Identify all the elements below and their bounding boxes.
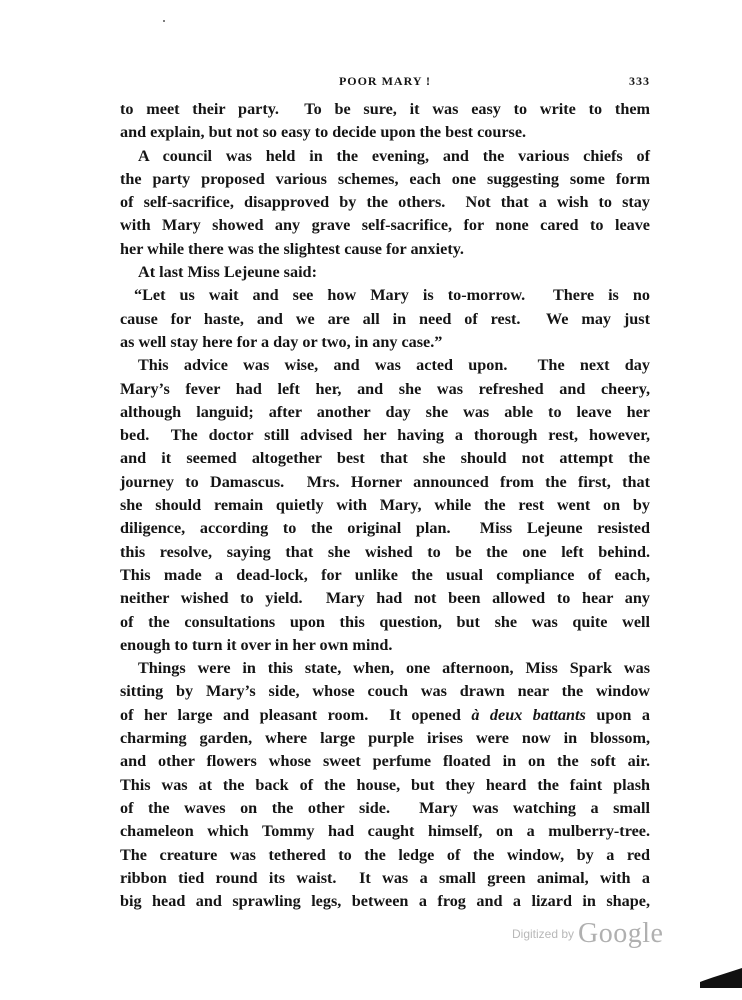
page-body	[120, 98, 650, 913]
text-line: Mary’s fever had left her, and she was refreshed and cheery,	[120, 379, 650, 398]
watermark-prefix: Digitized by	[512, 927, 575, 941]
text-line: to meet their party. To be sure, it was easy to write to them	[120, 100, 650, 118]
text-line: as well stay here for a day or two, in any case.”	[120, 332, 443, 351]
text-line: Things were in this state, when, one afternoon, Miss Spark was	[138, 659, 650, 678]
text-line: At last Miss Lejeune said:	[138, 263, 317, 282]
text-line: This made a dead-lock, for unlike the usual compliance of each,	[120, 565, 650, 584]
italic-phrase: à deux battants	[471, 705, 586, 724]
text-line: diligence, according to the original plan. Miss Lejeune resisted	[120, 519, 650, 538]
text-line: journey to Damascus. Mrs. Horner announced from the first, that	[120, 472, 650, 491]
text-line: big head and sprawling legs, between a frog and a lizard in shape,	[120, 892, 650, 911]
watermark-brand: Google	[578, 918, 664, 949]
text-line: of her large and pleasant room. It opened à deux battants upon a	[120, 705, 650, 724]
text-line: This advice was wise, and was acted upon. The next day	[138, 356, 650, 375]
text-line: charming garden, where large purple irises were now in blossom,	[120, 729, 650, 748]
text-line: “Let us wait and see how Mary is to-morrow. There is no	[134, 286, 650, 305]
running-header	[120, 74, 650, 94]
text-line: chameleon which Tommy had caught himself, on a mulberry-tree.	[120, 822, 650, 841]
text-line: cause for haste, and we are all in need of rest. We may just	[120, 309, 650, 328]
text-line: she should remain quietly with Mary, while the rest went on by	[120, 496, 650, 515]
text-line: although languid; after another day she was able to leave her	[120, 402, 650, 421]
text-line: The creature was tethered to the ledge of the window, by a red	[120, 845, 650, 864]
page-number: 333	[629, 74, 650, 88]
text-line: bed. The doctor still advised her having a thorough rest, however,	[120, 426, 650, 445]
text-line: ribbon tied round its waist. It was a small green animal, with a	[120, 868, 650, 887]
running-title: POOR MARY !	[338, 74, 432, 88]
text-line: This was at the back of the house, but they heard the faint plash	[120, 775, 650, 794]
text-line: of the waves on the other side. Mary was watching a small	[120, 798, 650, 817]
text-line: and it seemed altogether best that she should not attempt the	[120, 449, 650, 468]
stray-dot	[163, 20, 165, 22]
text-line: sitting by Mary’s side, whose couch was drawn near the window	[120, 682, 650, 701]
text-line: and explain, but not so easy to decide upon the best course.	[120, 123, 527, 142]
text-line: neither wished to yield. Mary had not been allowed to hear any	[120, 589, 650, 608]
text-line: of the consultations upon this question, but she was quite well	[120, 612, 650, 631]
google-watermark	[512, 918, 663, 958]
text-line: enough to turn it over in her own mind.	[120, 635, 393, 654]
page-corner-mark	[700, 966, 742, 988]
text-line: with Mary showed any grave self-sacrifice, for none cared to leave	[120, 216, 650, 235]
text-line: the party proposed various schemes, each one suggesting some form	[120, 169, 650, 188]
text-line: and other flowers whose sweet perfume floated in on the soft air.	[120, 752, 650, 771]
text-line: of self-sacrifice, disapproved by the others. Not that a wish to stay	[120, 193, 650, 212]
text-line: her while there was the slightest cause for anxiety.	[120, 239, 464, 258]
text-line: this resolve, saying that she wished to be the one left behind.	[120, 542, 650, 561]
text-line: A council was held in the evening, and the various chiefs of	[138, 146, 650, 165]
